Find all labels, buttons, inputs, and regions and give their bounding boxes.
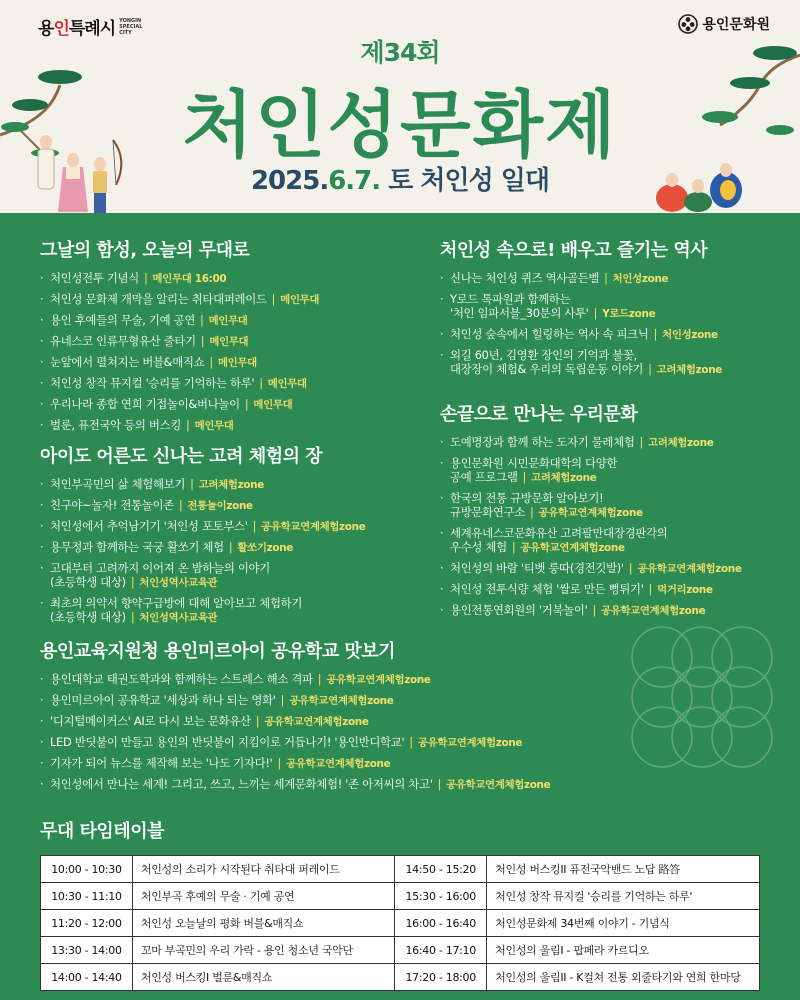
- separator: |: [522, 470, 527, 484]
- bullet-icon: ·: [40, 561, 44, 575]
- list-item: [40, 418, 400, 433]
- section-title: 그날의 함성, 오늘의 무대로: [40, 240, 250, 261]
- item-text: 처인부곡민의 삶 체험해보기: [50, 477, 186, 491]
- bullet-icon: ·: [440, 435, 444, 449]
- section-title: 처인성 속으로! 배우고 즐기는 역사: [440, 240, 708, 261]
- separator: |: [209, 355, 213, 369]
- table-row: [41, 937, 760, 964]
- culture-center-name: 용인문화원: [702, 17, 770, 33]
- item-text: 세계유네스코문화유산 고려팔만대장경판각의: [450, 526, 668, 540]
- event-cell: 처인성 버스킹II 퓨전국악밴드 노답 路答: [487, 856, 760, 883]
- list-item: [440, 435, 790, 450]
- event-cell: 처인성 오늘날의 평화 버블&매직쇼: [132, 910, 394, 937]
- list-item: [440, 561, 790, 576]
- zone-tag: 메인무대: [209, 336, 249, 348]
- separator: |: [592, 603, 596, 617]
- zone-tag: Y로드zone: [602, 308, 656, 320]
- city-logo-text: 용인특례시: [38, 19, 116, 39]
- list-item: [440, 271, 790, 286]
- section-shared-school: [40, 637, 760, 798]
- culture-center-logo: [678, 14, 770, 34]
- time-cell: 10:00 - 10:30: [41, 856, 133, 883]
- time-cell: 14:50 - 15:20: [395, 856, 487, 883]
- zone-tag: 처인성zone: [662, 329, 718, 341]
- separator: |: [259, 376, 263, 390]
- zone-tag: 공유학교연계체험zone: [264, 716, 369, 728]
- zone-tag: 메인무대: [267, 378, 307, 390]
- event-cell: 처인성 창작 뮤지컬 '승리를 기억하는 하루': [487, 883, 760, 910]
- list-item: [40, 693, 760, 708]
- bullet-icon: ·: [440, 327, 444, 341]
- separator: |: [244, 397, 249, 411]
- item-text: 용인미르아이 공유학교 '세상과 하나 되는 영화': [50, 693, 276, 707]
- zone-tag: 메인무대: [208, 315, 248, 327]
- zone-tag: 메인무대 16:00: [152, 273, 227, 285]
- item-text-continued: (초등학생 대상): [50, 610, 126, 624]
- zone-tag: 공유학교연계체험zone: [286, 758, 391, 770]
- section-history: [440, 236, 790, 383]
- item-text-continued: 우수성 체험: [450, 540, 507, 554]
- zone-tag: 처인성zone: [612, 273, 669, 285]
- list-item: [440, 491, 790, 520]
- zone-tag: 고려체험zone: [531, 472, 597, 484]
- event-cell: 처인성의 울림II - K컬쳐 전통 외줄타기와 연희 한마당: [487, 964, 760, 991]
- zone-tag: 고려체험zone: [198, 479, 265, 491]
- item-text: 처인성 전투식량 체험 '쌀로 만든 뻥튀기': [450, 582, 644, 596]
- bullet-icon: ·: [440, 561, 444, 575]
- event-cell: 꼬마 부곡민의 우리 가락 - 용인 청소년 국악단: [132, 937, 394, 964]
- list-item: [440, 582, 790, 597]
- bullet-icon: ·: [40, 355, 44, 369]
- bullet-icon: ·: [40, 519, 44, 533]
- item-text: 용인전통연회원의 '거북놀이': [450, 603, 588, 617]
- item-text: Y로드 톡파원과 함께하는: [450, 292, 571, 306]
- section-stage: [40, 236, 400, 439]
- list-item: [40, 596, 400, 625]
- time-cell: 13:30 - 14:00: [41, 937, 133, 964]
- program-list: [40, 477, 400, 625]
- zone-tag: 공유학교연계체험zone: [417, 737, 523, 749]
- separator: |: [593, 306, 598, 320]
- time-cell: 17:20 - 18:00: [395, 964, 487, 991]
- program-list: [440, 271, 790, 377]
- bullet-icon: ·: [440, 582, 444, 596]
- bullet-icon: ·: [440, 292, 444, 306]
- item-text: 도예명장과 함께 하는 도자기 물레체험: [450, 435, 635, 449]
- bullet-icon: ·: [40, 477, 44, 491]
- separator: |: [280, 693, 285, 707]
- separator: |: [190, 477, 194, 491]
- list-item: [40, 292, 400, 307]
- table-row: [41, 856, 760, 883]
- bullet-icon: ·: [40, 777, 44, 791]
- event-cell: 처인성 버스킹I 벌룬&매직쇼: [132, 964, 394, 991]
- item-text: 눈앞에서 펼쳐지는 버블&매직쇼: [50, 355, 205, 369]
- bullet-icon: ·: [40, 672, 44, 686]
- zone-tag: 처인성역사교육관: [139, 577, 218, 589]
- program-list: [40, 271, 400, 433]
- edition-label: 제34회: [360, 38, 440, 67]
- list-item: [40, 672, 760, 687]
- separator: |: [178, 498, 183, 512]
- festival-title: 처인성문화제: [182, 82, 618, 168]
- bullet-icon: ·: [40, 397, 44, 411]
- program-area: [0, 213, 800, 1000]
- item-text: 용무정과 함께하는 국궁 활쏘기 체험: [50, 540, 224, 554]
- zone-tag: 전통놀이zone: [187, 500, 253, 512]
- separator: |: [604, 271, 608, 285]
- list-item: [40, 561, 400, 590]
- list-item: [40, 777, 760, 792]
- item-text: 한국의 전통 규방문화 알아보기!: [450, 491, 604, 505]
- separator: |: [277, 756, 282, 770]
- bullet-icon: ·: [40, 271, 44, 285]
- item-text: 용인 후예들의 무술, 기예 공연: [50, 313, 196, 327]
- list-item: [40, 313, 400, 328]
- bullet-icon: ·: [440, 603, 444, 617]
- bullet-icon: ·: [40, 498, 44, 512]
- section-title: 용인교육지원청 용인미르아이 공유학교 맛보기: [40, 641, 396, 662]
- table-row: [41, 883, 760, 910]
- city-logo-sub: YONGIN SPECIAL CITY: [119, 17, 143, 36]
- list-item: [40, 540, 400, 555]
- separator: |: [653, 327, 658, 341]
- time-cell: 16:40 - 17:10: [395, 937, 487, 964]
- list-item: [40, 735, 760, 750]
- zone-tag: 공유학교연계체험zone: [600, 605, 706, 617]
- item-text: 우리나라 종합 연희 기접놀이&버나놀이: [50, 397, 240, 411]
- list-item: [40, 271, 400, 286]
- separator: |: [130, 575, 135, 589]
- item-text: 고대부터 고려까지 이어져 온 밤하늘의 이야기: [50, 561, 270, 575]
- program-list: [40, 672, 760, 792]
- list-item: [440, 526, 790, 555]
- section-crafts: [440, 400, 790, 624]
- table-row: [41, 910, 760, 937]
- event-cell: 처인성문화제 34번째 이야기 - 기념식: [487, 910, 760, 937]
- separator: |: [529, 505, 534, 519]
- bullet-icon: ·: [440, 271, 444, 285]
- festival-date: 2025.6.7. 토 처인성 일대: [250, 166, 550, 196]
- zone-tag: 공유학교연계체험zone: [520, 542, 625, 554]
- item-text: 처인성전투 기념식: [50, 271, 139, 285]
- stage-timetable: [40, 855, 760, 991]
- separator: |: [628, 561, 633, 575]
- bullet-icon: ·: [40, 334, 44, 348]
- list-item: [440, 348, 790, 377]
- item-text: 처인성 숲속에서 힐링하는 역사 속 피크닉: [450, 327, 649, 341]
- list-item: [440, 327, 790, 342]
- zone-tag: 활쏘기zone: [237, 542, 294, 554]
- item-text: 외길 60년, 김영환 장인의 기억과 불꽃,: [450, 348, 637, 362]
- list-item: [40, 376, 400, 391]
- bullet-icon: ·: [440, 526, 444, 540]
- list-item: [40, 477, 400, 492]
- item-text-continued: '처인 임파서블_30분의 사투': [450, 306, 589, 320]
- zone-tag: 메인무대: [253, 399, 293, 411]
- item-text: '디지털메이커스' AI로 다시 보는 문화유산: [50, 714, 251, 728]
- item-text: 처인성의 바람 '티벳 룽따(경전깃발)': [450, 561, 624, 575]
- time-cell: 11:20 - 12:00: [41, 910, 133, 937]
- separator: |: [130, 610, 135, 624]
- separator: |: [437, 777, 442, 791]
- zone-tag: 처인성역사교육관: [139, 612, 218, 624]
- item-text: 용인문화원 시민문화대학의 다양한: [450, 456, 618, 470]
- timetable-title: 무대 타임테이블: [40, 821, 164, 842]
- bullet-icon: ·: [40, 714, 44, 728]
- bullet-icon: ·: [40, 376, 44, 390]
- item-text: 최초의 의약서 향약구급방에 대해 알아보고 체험하기: [50, 596, 303, 610]
- separator: |: [252, 519, 257, 533]
- list-item: [440, 603, 790, 618]
- item-text-continued: 대장장이 체험& 우리의 독립운동 이야기: [450, 362, 644, 376]
- list-item: [440, 456, 790, 485]
- item-text: 신나는 처인성 퀴즈 역사골든벨: [450, 271, 600, 285]
- bullet-icon: ·: [40, 292, 44, 306]
- bullet-icon: ·: [40, 693, 44, 707]
- separator: |: [271, 292, 276, 306]
- event-cell: 처인성의 울림I - 팝페라 카르디오: [487, 937, 760, 964]
- item-text: 처인성에서 추억남기기 '처인성 포토부스': [50, 519, 248, 533]
- bullet-icon: ·: [440, 491, 444, 505]
- event-cell: 처인부곡 후예의 무술 · 기예 공연: [132, 883, 394, 910]
- time-cell: 16:00 - 16:40: [395, 910, 487, 937]
- item-text-continued: 규방문화연구소: [450, 505, 525, 519]
- item-text: LED 반딧불이 만들고 용인의 반딧불이 지킴이로 거듭나기! '용인반디학교': [50, 735, 405, 749]
- bullet-icon: ·: [40, 735, 44, 749]
- poster-header: [0, 0, 800, 213]
- separator: |: [648, 362, 652, 376]
- bullet-icon: ·: [40, 596, 44, 610]
- separator: |: [143, 271, 148, 285]
- zone-tag: 먹거리zone: [657, 584, 713, 596]
- bullet-icon: ·: [40, 540, 44, 554]
- item-text: 처인성 창작 뮤지컬 '승리를 기억하는 하루': [50, 376, 255, 390]
- list-item: [40, 519, 400, 534]
- section-title: 손끝으로 만나는 우리문화: [440, 404, 638, 425]
- bullet-icon: ·: [440, 456, 444, 470]
- zone-tag: 공유학교연계체험zone: [538, 507, 643, 519]
- zone-tag: 고려체험zone: [648, 437, 714, 449]
- bullet-icon: ·: [440, 348, 444, 362]
- program-list: [440, 435, 790, 618]
- bullet-icon: ·: [40, 313, 44, 327]
- item-text: 벌룬, 퓨전국악 등의 버스킹: [50, 418, 182, 432]
- time-cell: 15:30 - 16:00: [395, 883, 487, 910]
- bullet-icon: ·: [40, 418, 44, 432]
- list-item: [40, 756, 760, 771]
- separator: |: [639, 435, 644, 449]
- zone-tag: 메인무대: [194, 420, 234, 432]
- list-item: [40, 714, 760, 729]
- separator: |: [186, 418, 190, 432]
- zone-tag: 메인무대: [280, 294, 320, 306]
- separator: |: [228, 540, 233, 554]
- zone-tag: 메인무대: [217, 357, 257, 369]
- item-text: 처인성 문화제 개막을 알리는 취타대퍼레이드: [50, 292, 267, 306]
- item-text-continued: (초등학생 대상): [50, 575, 126, 589]
- zone-tag: 공유학교연계체험zone: [446, 779, 551, 791]
- time-cell: 14:00 - 14:40: [41, 964, 133, 991]
- separator: |: [511, 540, 516, 554]
- separator: |: [255, 714, 260, 728]
- list-item: [40, 397, 400, 412]
- culture-center-logo-icon: [678, 14, 698, 34]
- zone-tag: 공유학교연계체험zone: [261, 521, 366, 533]
- zone-tag: 공유학교연계체험zone: [289, 695, 394, 707]
- item-text: 기자가 되어 뉴스를 제작해 보는 '나도 기자다!': [50, 756, 273, 770]
- item-text: 친구야~놀자! 전통놀이존: [50, 498, 174, 512]
- list-item: [40, 334, 400, 349]
- separator: |: [648, 582, 653, 596]
- section-title: 아이도 어른도 신나는 고려 체험의 장: [40, 446, 323, 467]
- bullet-icon: ·: [40, 756, 44, 770]
- separator: |: [409, 735, 413, 749]
- separator: |: [200, 313, 204, 327]
- item-text: 유네스코 인류무형유산 줄타기: [50, 334, 196, 348]
- item-text: 처인성에서 만나는 세계! 그리고, 쓰고, 느끼는 세계문화체험! '존 아저씨의 차고': [50, 777, 433, 791]
- table-row: [41, 964, 760, 991]
- zone-tag: 공유학교연계체험zone: [637, 563, 742, 575]
- list-item: [440, 292, 790, 321]
- item-text: 용인대학교 태권도학과와 함께하는 스트레스 해소 격파: [50, 672, 313, 686]
- list-item: [40, 498, 400, 513]
- item-text-continued: 공예 프로그램: [450, 470, 518, 484]
- section-goryeo-experience: [40, 442, 400, 631]
- separator: |: [317, 672, 322, 686]
- section-timetable: [40, 817, 760, 991]
- zone-tag: 공유학교연계체험zone: [326, 674, 431, 686]
- time-cell: 10:30 - 11:10: [41, 883, 133, 910]
- list-item: [40, 355, 400, 370]
- separator: |: [200, 334, 205, 348]
- event-cell: 처인성의 소리가 시작된다 취타대 퍼레이드: [132, 856, 394, 883]
- zone-tag: 고려체험zone: [656, 364, 723, 376]
